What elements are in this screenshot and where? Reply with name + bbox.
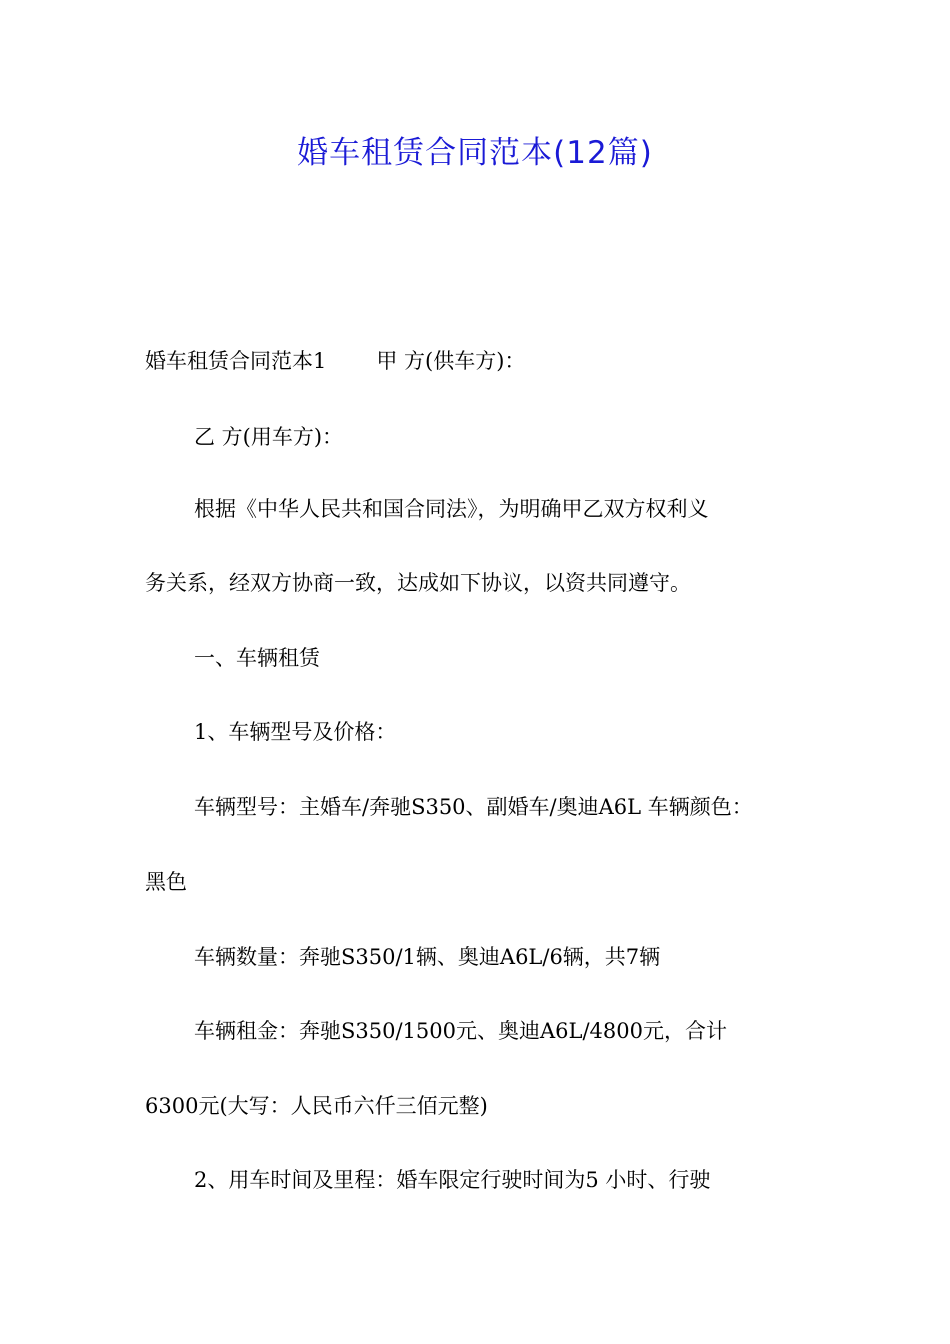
paragraph-line: 车辆租金：奔驰S350/1500元、奥迪A6L/4800元，合计 <box>194 1019 727 1043</box>
section-title: 婚车租赁合同范本1 <box>145 349 327 373</box>
paragraph-line: 2、用车时间及里程：婚车限定行驶时间为5 小时、行驶 <box>194 1168 711 1192</box>
paragraph-line: 车辆数量：奔驰S350/1辆、奥迪A6L/6辆，共7辆 <box>194 945 661 969</box>
paragraph-line: 黑色 <box>145 870 187 894</box>
party-a-label: 甲 方(供车方)： <box>376 349 526 373</box>
section-heading: 一、车辆租赁 <box>194 646 320 670</box>
document-title: 婚车租赁合同范本(12篇) <box>297 135 653 171</box>
heading-line <box>145 346 525 376</box>
paragraph-line: 根据《中华人民共和国合同法》，为明确甲乙双方权利义 <box>194 497 709 521</box>
paragraph-line: 6300元(大写：人民币六仟三佰元整) <box>145 1094 488 1118</box>
party-b-label: 乙 方(用车方)： <box>194 425 344 449</box>
paragraph-line: 车辆型号：主婚车/奔驰S350、副婚车/奥迪A6L 车辆颜色： <box>194 795 753 819</box>
clause-heading: 1、车辆型号及价格： <box>194 720 397 744</box>
paragraph-line: 务关系，经双方协商一致，达成如下协议，以资共同遵守。 <box>145 571 691 595</box>
